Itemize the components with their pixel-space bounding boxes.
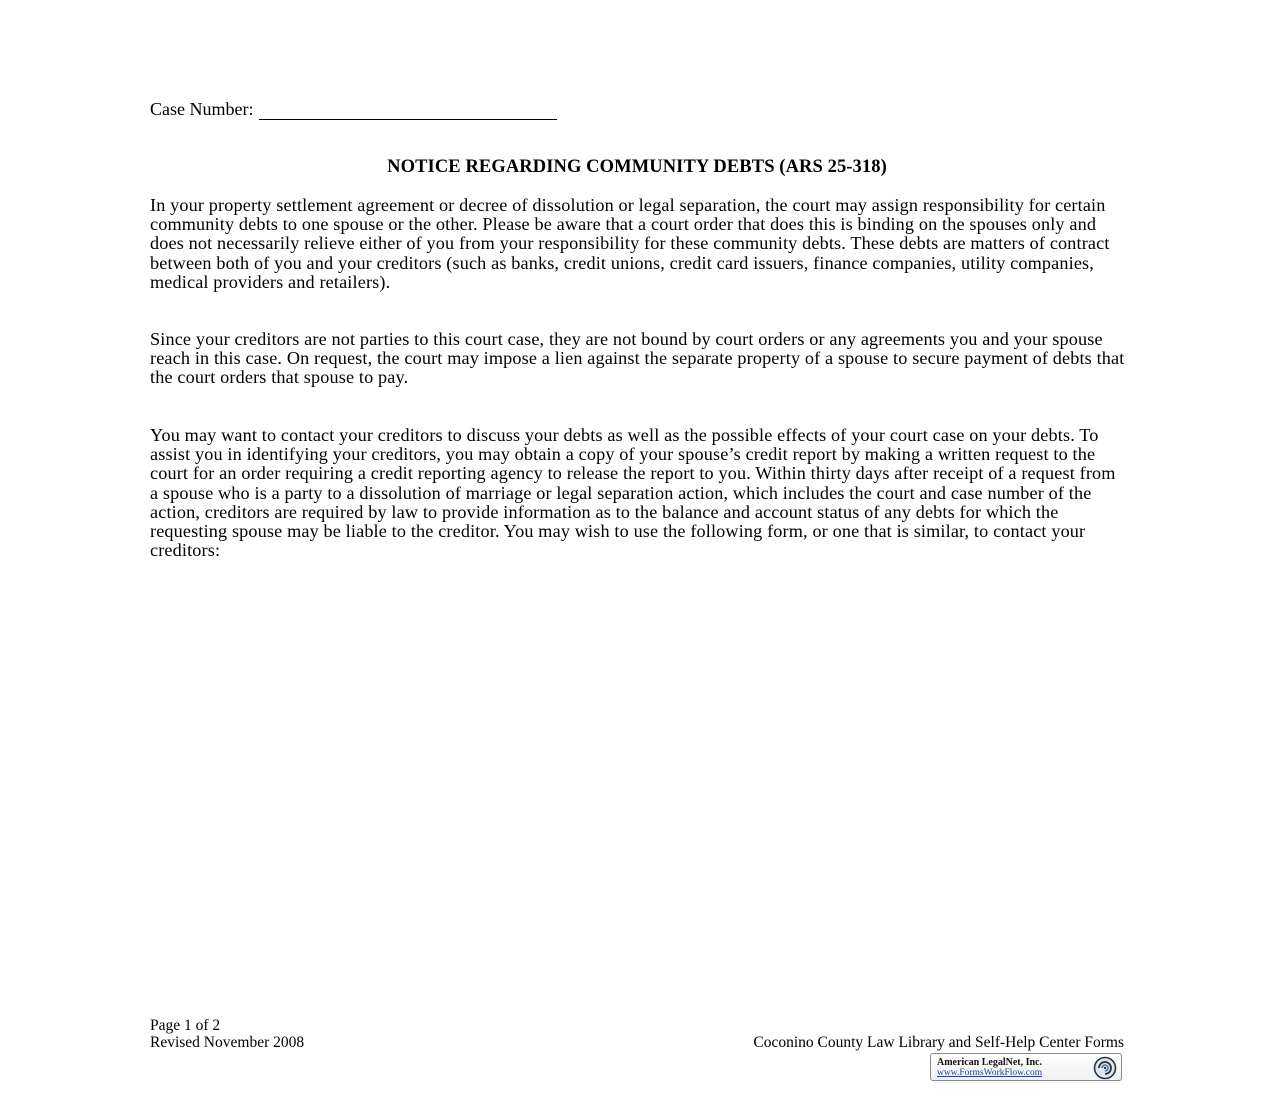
- case-number-field: [150, 98, 557, 120]
- paragraph-creditors-not-bound: Since your creditors are not parties to this court case, they are not bound by court orders or any agreements you and your spouse reach in this case. On request, the court may impose a lien against the separate property of a spouse to secure payment of debts that the court orders that spouse to pay.: [150, 329, 1125, 388]
- paragraph-assignment-of-debts: In your property settlement agreement or decree of dissolution or legal separation, the court may assign responsibility for certain community debts to one spouse or the other. Please be aware that a court order that does this is binding on the spouses only and does not necessarily relieve either of you from your responsibility for these community debts. These debts are matters of contract between both of you and your creditors (such as banks, credit unions, credit card issuers, finance companies, utility companies, medical providers and retailers).: [150, 195, 1110, 292]
- badge-url-link[interactable]: www.FormsWorkFlow.com: [937, 1068, 1043, 1078]
- badge-company-name: American LegalNet, Inc.: [937, 1057, 1042, 1068]
- footer-source: Coconino County Law Library and Self-Help Center Forms: [753, 1034, 1124, 1051]
- legalnet-badge[interactable]: [930, 1053, 1122, 1081]
- page-number: Page 1 of 2: [150, 1017, 221, 1034]
- revision-date: Revised November 2008: [150, 1034, 305, 1051]
- globe-logo-icon: [1093, 1056, 1117, 1080]
- paragraph-contact-creditors: You may want to contact your creditors to discuss your debts as well as the possible effects of your court case on your debts. To assist you in identifying your creditors, you may obtain a copy of your spouse’s credit report by making a written request to the court for an order requiring a credit reporting agency to release the report to you. Within thirty days after receipt of a request from a spouse who is a party to a dissolution of marriage or legal separation action, which includes the court and case number of the action, creditors are required by law to provide information as to the balance and account status of any debts for which the requesting spouse may be liable to the creditor. You may wish to use the following form, or one that is similar, to contact your creditors:: [150, 425, 1116, 561]
- case-number-label: Case Number:: [150, 99, 254, 119]
- footer-page-info: [150, 1017, 304, 1051]
- document-title: NOTICE REGARDING COMMUNITY DEBTS (ARS 25-318): [387, 157, 887, 177]
- case-number-blank[interactable]: [259, 101, 557, 120]
